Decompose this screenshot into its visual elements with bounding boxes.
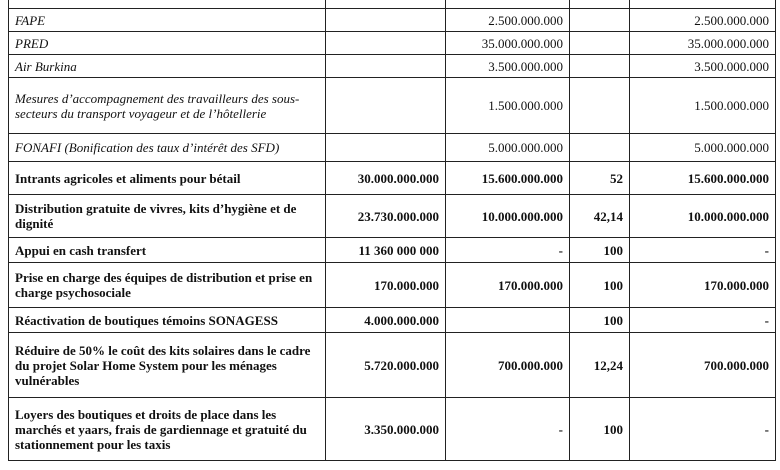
- cell-col3: 100: [570, 308, 630, 333]
- row-label: Loyers des boutiques et droits de place dans les marchés et yaars, frais de gardiennage et gratuité du stationnement pour les taxis: [9, 398, 326, 461]
- cell-col1: 5.720.000.000: [326, 333, 446, 398]
- budget-table-body: [9, 0, 776, 461]
- row-label: Réactivation de boutiques témoins SONAGESS: [9, 308, 326, 333]
- cell-col4: -: [630, 308, 776, 333]
- table-row: [9, 32, 776, 55]
- row-label: Mesures d’accompagnement des travailleurs des sous-secteurs du transport voyageur et de l’hôtellerie: [9, 78, 326, 134]
- table-row: [9, 333, 776, 398]
- cell-col3: [570, 134, 630, 162]
- table-row: [9, 238, 776, 263]
- table-row: [9, 263, 776, 308]
- cell-col2: -: [446, 398, 570, 461]
- cell-col2: 1.500.000.000: [446, 78, 570, 134]
- cell-col1: 170.000.000: [326, 263, 446, 308]
- table-row: [9, 78, 776, 134]
- cell-col4: 15.600.000.000: [630, 162, 776, 195]
- cell-col2: 35.000.000.000: [446, 32, 570, 55]
- cell-col2: -: [446, 238, 570, 263]
- cell-col4: 5.000.000.000: [630, 134, 776, 162]
- cell-col3: [570, 0, 630, 9]
- cell-col3: 12,24: [570, 333, 630, 398]
- cell-col3: [570, 32, 630, 55]
- cell-col1: 3.350.000.000: [326, 398, 446, 461]
- cell-col1: 30.000.000.000: [326, 162, 446, 195]
- cell-col1: [326, 32, 446, 55]
- cell-col3: 100: [570, 263, 630, 308]
- row-label: Prise en charge des équipes de distribution et prise en charge psychosociale: [9, 263, 326, 308]
- table-row: [9, 55, 776, 78]
- row-label: [9, 0, 326, 9]
- row-label: Intrants agricoles et aliments pour bétail: [9, 162, 326, 195]
- table-row: [9, 134, 776, 162]
- cell-col2: 3.500.000.000: [446, 55, 570, 78]
- cell-col3: 42,14: [570, 195, 630, 238]
- cell-col4: [630, 0, 776, 9]
- cell-col3: [570, 9, 630, 32]
- row-label: FAPE: [9, 9, 326, 32]
- cell-col2: 170.000.000: [446, 263, 570, 308]
- table-row: [9, 195, 776, 238]
- cell-col1: 23.730.000.000: [326, 195, 446, 238]
- budget-table: [8, 0, 776, 461]
- cell-col4: 10.000.000.000: [630, 195, 776, 238]
- cell-col1: [326, 9, 446, 32]
- cell-col1: [326, 0, 446, 9]
- table-row: [9, 308, 776, 333]
- table-row: [9, 162, 776, 195]
- row-label: Appui en cash transfert: [9, 238, 326, 263]
- cell-col4: 700.000.000: [630, 333, 776, 398]
- cell-col4: 1.500.000.000: [630, 78, 776, 134]
- cell-col4: 170.000.000: [630, 263, 776, 308]
- table-row: [9, 0, 776, 9]
- cell-col2: 5.000.000.000: [446, 134, 570, 162]
- cell-col2: [446, 308, 570, 333]
- cell-col2: 2.500.000.000: [446, 9, 570, 32]
- cell-col3: [570, 55, 630, 78]
- cell-col3: 100: [570, 238, 630, 263]
- cell-col1: [326, 78, 446, 134]
- cell-col3: 100: [570, 398, 630, 461]
- cell-col2: [446, 0, 570, 9]
- cell-col3: 52: [570, 162, 630, 195]
- row-label: Air Burkina: [9, 55, 326, 78]
- table-row: [9, 398, 776, 461]
- row-label: Distribution gratuite de vivres, kits d’hygiène et de dignité: [9, 195, 326, 238]
- row-label: FONAFI (Bonification des taux d’intérêt des SFD): [9, 134, 326, 162]
- row-label: PRED: [9, 32, 326, 55]
- row-label: Réduire de 50% le coût des kits solaires dans le cadre du projet Solar Home System pour les ménages vulnérables: [9, 333, 326, 398]
- cell-col2: 10.000.000.000: [446, 195, 570, 238]
- cell-col1: 11 360 000 000: [326, 238, 446, 263]
- cell-col4: -: [630, 238, 776, 263]
- cell-col1: 4.000.000.000: [326, 308, 446, 333]
- cell-col4: -: [630, 398, 776, 461]
- cell-col2: 15.600.000.000: [446, 162, 570, 195]
- cell-col4: 35.000.000.000: [630, 32, 776, 55]
- cell-col4: 2.500.000.000: [630, 9, 776, 32]
- cell-col2: 700.000.000: [446, 333, 570, 398]
- cell-col1: [326, 55, 446, 78]
- table-row: [9, 9, 776, 32]
- cell-col4: 3.500.000.000: [630, 55, 776, 78]
- cell-col1: [326, 134, 446, 162]
- cell-col3: [570, 78, 630, 134]
